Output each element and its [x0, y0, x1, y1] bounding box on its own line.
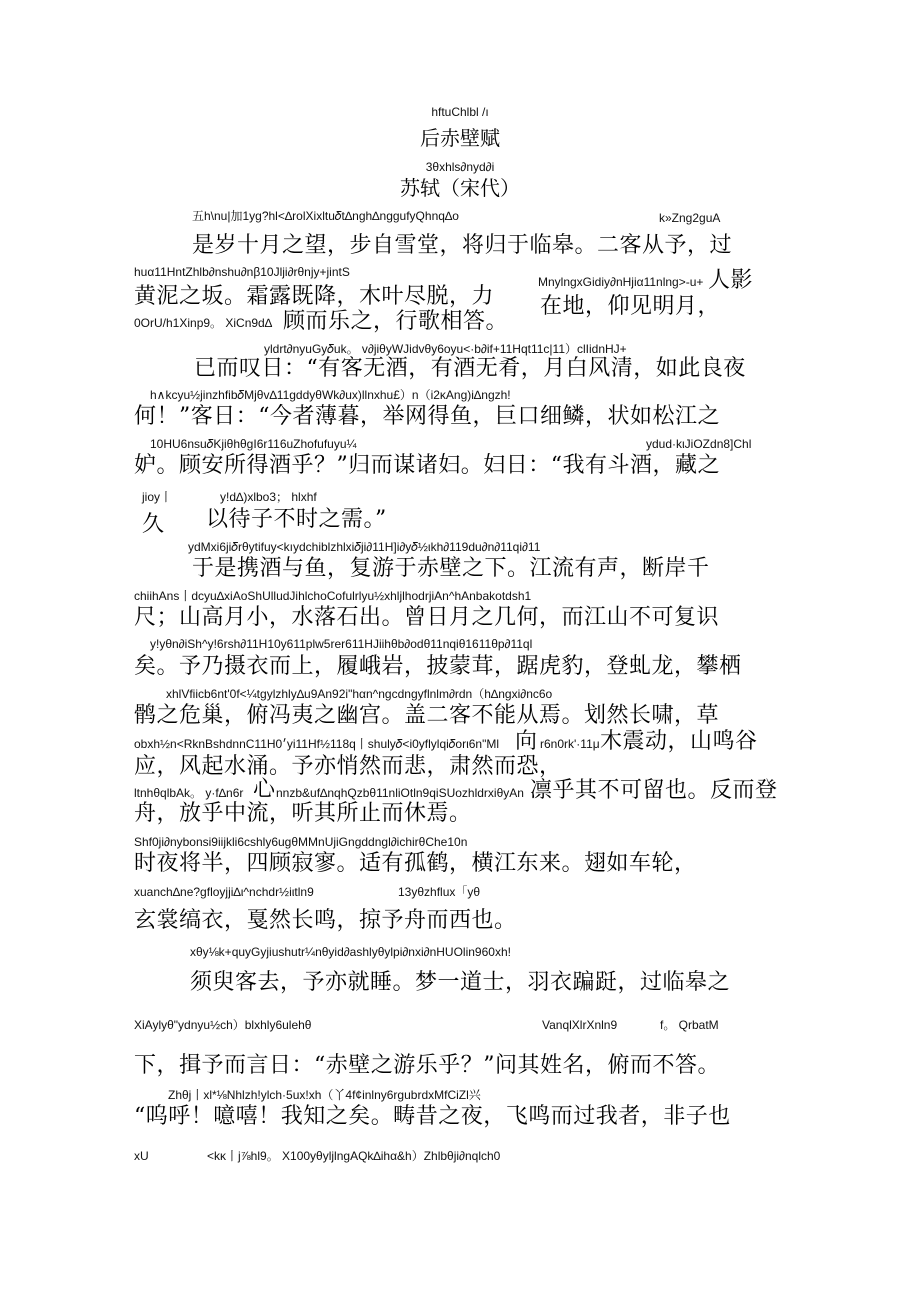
poem-line: 下，揖予而言日：“赤壁之游乐乎？”问其姓名，俯而不答。: [134, 1053, 720, 1078]
poem-line: 妒。顾安所得酒乎？”归而谋诸妇。妇日：“我有斗酒，藏之: [134, 453, 720, 478]
poem-title: 后赤壁赋: [420, 126, 500, 150]
pinyin-line: XiAylyθ"ydnyu½ch）blxhly6ulehθ: [134, 1018, 312, 1032]
poem-author: 苏轼（宋代）: [400, 176, 520, 200]
pinyin-line: yldrt∂nyuGy𝛿uk。 v∂jiθyWJidvθy6oyu<·b∂if+11Hqt11c|11）clIidnHJ+: [264, 342, 627, 356]
poem-line: 尺；山高月小，水落石出。曾日月之几何，而江山不可复识: [134, 605, 720, 630]
poem-line: 久: [142, 512, 165, 537]
pinyin-line: xuanch∆ne?gfloyjji∆ι^nchdr½iιtln9: [134, 885, 314, 899]
poem-line: 顾而乐之，行歌相答。: [283, 309, 509, 334]
pinyin-line: 0OrU/h1Xinp9。 XiCn9d∆: [134, 316, 273, 330]
pinyin-line: xθy⅛k+quyGyjiushutr¼nθyid∂ashlyθylpi∂nxi∂nHUOlin960xh!: [190, 945, 511, 959]
pinyin-line: f。 QrbatM: [660, 1018, 719, 1032]
poem-line: 心: [253, 777, 276, 802]
pinyin-line: 13yθzhflux「yθ: [398, 885, 481, 899]
poem-line: 何！”客日：“今者薄暮，举网得鱼，巨口细鳞，状如松江之: [134, 404, 720, 429]
pinyin-line: k»Zng2guA: [659, 211, 721, 225]
poem-line: 是岁十月之望，步自雪堂，将归于临皋。二客从予，过: [192, 233, 733, 258]
pinyin-line: xU: [134, 1149, 149, 1163]
pinyin-line: huα11HntZhlb∂nshu∂nβ10Jlji∂rθnjy+jintS: [134, 265, 350, 279]
poem-line: 舟，放乎中流，听其所止而休焉。: [134, 801, 472, 826]
poem-line: 凛乎其不可留也。反而登: [530, 778, 778, 803]
author-pinyin: 3θxhls∂nyd∂i: [425, 160, 495, 174]
poem-line: 黄泥之坂。霜露既降，木叶尽脱，力: [134, 284, 495, 309]
pinyin-line: y!d∆)xlbo3； hlxhf: [220, 490, 317, 504]
pinyin-line: VanqlXlrXnln9: [542, 1018, 618, 1032]
pinyin-line: h∧kcyu½jinzhfib𝛿Mjθv∆11gddyθWk∂ux)llnxhu£）n（i2κAng)i∆ngzh!: [150, 388, 511, 402]
poem-line: 矣。予乃摄衣而上，履峨岩，披蒙茸，踞虎豹，登虬龙，攀栖: [134, 654, 742, 679]
pinyin-line: 五h\nu|加1yg?hl<∆rolXixltu𝛿t∆ngh∆nggufyQhnq∆o: [192, 209, 459, 223]
title-pinyin: hftuChlbl /ı: [431, 105, 489, 119]
pinyin-line: xhlVfiicb6nt'0f<¼tgylzhly∆u9An92i"hαn^ngcdngyflnlm∂rdn（h∆ngxi∂nc6o: [166, 687, 553, 701]
pinyin-line: y!yθn∂iSh^y!6rsh∂11H10y611plw5rer611HJiihθb∂odθ11nqiθ1611θp∂11ql: [150, 637, 533, 651]
pinyin-line: r6n0rk'·11μ: [540, 737, 600, 751]
poem-line: 人影: [708, 268, 754, 293]
poem-line: 时夜将半，四顾寂寥。适有孤鹤，横江东来。翅如车轮，: [134, 851, 697, 876]
pinyin-line: Shf0ji∂nybonsi9iijkli6cshly6ugθMMnUjiGngddngl∂ichirθChe10n: [134, 835, 468, 849]
pinyin-line: 10HU6nsu𝛿KjiθhθgI6r116uZhofufuyu¼: [150, 437, 357, 451]
pinyin-line: obxh½n<RknBshdnnC11H׳0yi11Hf½118q丨shuly𝛿<i0yflylqi𝛿orι6n"Ml: [134, 737, 500, 751]
pinyin-line: nnzb&uf∆nqhQzbθ11nliOtln9qiSUozhldrxiθyAn: [276, 786, 524, 800]
poem-line: “呜呼！噫嘻！我知之矣。畴昔之夜，飞鸣而过我者，非子也: [134, 1104, 731, 1129]
poem-line: 向: [515, 729, 538, 754]
poem-line: 于是携酒与鱼，复游于赤壁之下。江流有声，断岸千: [192, 556, 710, 581]
pinyin-line: ydud·kιJiOZdn8]Chl: [646, 437, 752, 451]
poem-line: 以待子不时之需。”: [206, 507, 387, 532]
pinyin-line: jioy丨: [142, 490, 173, 504]
poem-line: 在地，仰见明月，: [540, 294, 721, 319]
poem-line: 鹘之危巢，俯冯夷之幽宫。盖二客不能从焉。划然长啸，草: [134, 703, 720, 728]
pinyin-line: chiihAns丨dcyu∆xiAoShUlludJihlchoCofulrlyu½xhljlhodrjiAn^hAnbakotdsh1: [134, 589, 532, 603]
pinyin-line: MnylngxGidiy∂nHjiα11nlng>-u+: [538, 275, 704, 289]
poem-line: 玄裳缟衣，戛然长鸣，掠予舟而西也。: [134, 908, 517, 933]
pinyin-line: <kκ丨j⅞hl9。 X100yθyljlngAQk∆ihα&h）Zhlbθji∂nqlch0: [207, 1149, 501, 1163]
pinyin-line: ydMxi6ji𝛿rθytifuy<kıydchiblzhlxi𝛿ji∂11H]i∂y𝛿½ιkh∂119du∂n∂11qi∂11: [188, 540, 541, 554]
poem-line: 须臾客去，予亦就睡。梦一道士，羽衣蹁跹，过临皋之: [190, 970, 731, 995]
poem-line: 已而叹日：“有客无酒，有酒无肴，月白风清，如此良夜: [194, 356, 746, 381]
poem-line: 应，风起水涌。予亦悄然而悲，肃然而恐，: [134, 754, 562, 779]
pinyin-line: Zhθj丨xl*⅛Nhlzh!ylch·5ux!xh（丫4f¢inlny6rgubrdxMfCiZl兴: [168, 1088, 481, 1102]
pinyin-line: ltnhθqlbAk。 y·f∆n6r: [134, 786, 244, 800]
poem-line: 木震动，山鸣谷: [600, 729, 758, 754]
